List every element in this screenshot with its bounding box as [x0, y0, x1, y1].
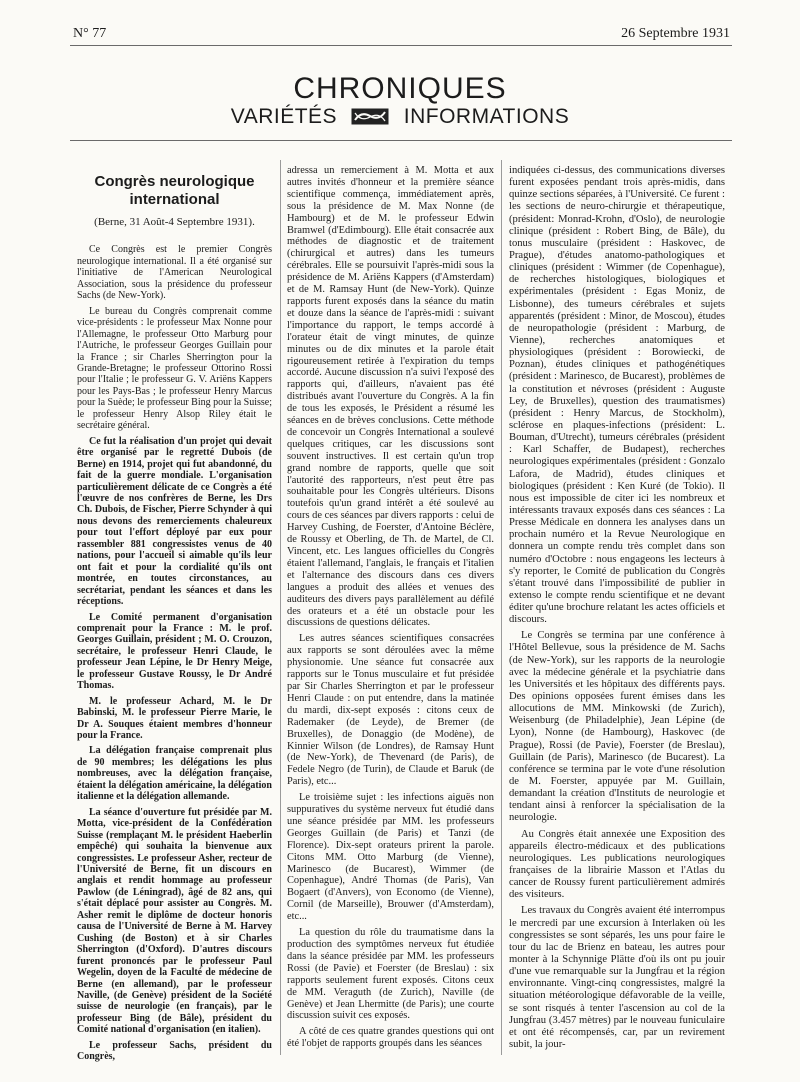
paragraph: Le Congrès se termina par une conférence à l'Hôtel Bellevue, sous la présidence de M. Sachs (de New-York), sur les rapports de la neurologie avec la médecine générale et la psychiatrie dans les Universités et les hôpitaux des différents pays. Des opinions opposées furent émises dans les allocutions de MM. Minkowski (de Zurich), Weisenburg (de Philadelphie), Jean Lépine (de Lyon), Nonne (de Hambourg), Haskovec (de Prague), Rossi (de Pavie), Foerster (de Breslau), Guillain (de Paris), Marinesco (de Bucarest). La conférence se termina par le vote d'une résolution de M. Foerster, appuyée par M. Guillain, demandant la création d'Instituts de neurologie et tendant ainsi à renforcer la spécialisation de la neurologie.	[509, 630, 725, 824]
top-rule	[70, 45, 732, 46]
column-2	[287, 165, 494, 1054]
paragraph: Le troisième sujet : les infections aiguës non suppuratives du système nerveux fut étudié dans une séance présidée par MM. les professeurs Georges Guillain (de Paris) et Tanzi (de Florence). Dix-sept orateurs prirent la parole. Citons MM. Otto Marburg (de Vienne), Marinesco (de Bucarest), Wimmer (de Copenhague), André Thomas (de Paris), Van Bogaert (d'Anvers), von Economo (de Vienne), Cornil (de Marseille), Brouwer (d'Amsterdam), etc...	[287, 792, 494, 923]
paragraph: adressa un remerciement à M. Motta et aux autres invités d'honneur et la première séance scientifique commença, immédiatement après, sous la présidence de M. Max Nonne (de Hambourg) et de M. le professeur Edwin Bramwel (d'Edimbourg). Elle était consacrée aux méthodes de diagnostic et de traitement (chirurgical et autres) dans les tumeurs cérébrales. Elle se poursuivit l'après-midi sous la présidence de M. Ariëns Kappers (d'Amsterdam) et de M. Ramsay Hunt (de New-York). Quinze rapports furent exposés dans la séance du matin et douze dans la séance de l'après-midi : suivant l'importance du rapport, le temps accordé à l'orateur était de vingt minutes, de quinze minutes ou de dix minutes et la parole était rigoureusement retirée à l'expiration du temps accordé. Aucune discussion n'a suivi l'exposé des rapports qui, d'ailleurs, n'avaient pas été distribués avant l'ouverture du Congrès. A la fin de tous les exposés, le Président a résumé les séances en de brèves conclusions. Cette méthode de concevoir un Congrès International a soulevé quelques critiques, car les discussions sont souvent instructives. Il est certain qu'un trop grand nombre de rapports, quelle que soit l'autorité des rapporteurs, n'est peut être pas souhaitable pour les Congrès ultérieurs. Disons toutefois qu'un grand intérêt a été soulevé au cours de ces séances par divers rapports : celui de Harvey Cushing, de Foerster, d'Antoine Béclère, de Roussy et Oberling, de Th. de Martel, de Cl. Vincent, etc. Les langues officielles du Congrès étaient l'allemand, l'anglais, le français et l'italien et l'alternance des discours dans ces divers langues a produit des allées et venues des auditeurs des divers pays parallèlement au défilé des orateurs et a été un obstacle pour les discussions de questions délicates.	[287, 165, 494, 629]
paragraph: indiquées ci-dessus, des communications diverses furent exposées pendant trois après-midis, dans quinze sections séparées, à l'Université. Ce furent : les sections de neuro-chirurgie et thérapeutique, (président: Monrad-Krohn, d'Oslo), de neurologie clinique (président : Robert Bing, de Bâle), du tonus musculaire (président : Haskovec, de Prague), d'études anatomo-pathologiques et cliniques (président : Wimmer (de Copenhague), de recherches histologiques, biologiques et expérimentales (président : Egas Moniz, de Lisbonne), des tumeurs cérébrales et sujets apparentés (président : Minor, de Moscou), études de neuropathologie (président : Marburg, de Vienne), recherches anatomiques et physiologiques (président : Borowiecki, de Poznan), études cliniques et pathogénétiques (président : Marinesco, de Bucarest), problèmes de la constitution et névroses (président : Auguste Ley, de Bruxelles), question des traumatismes) (président : Henry Marcus, de Stockholm), sclérose en plaques-infections (président: L. Bouman, d'Utrecht), tumeurs cérébrales (président : Karl Schaffer, de Budapest), recherches neurologiques expérimentales (président : Gonzalo Lafora, de Madrid), études cliniques et biologiques (président : Ken Kuré (de Tokio). Il nous est impossible de citer ici les nombreux et intéressants travaux exposés dans ces séances : La Presse Médicale en donnera les analyses dans un prochain numéro et la Revue Neurologique en donnera un compte rendu très complet dans son numéro d'Octobre : nous engageons les lecteurs à s'y reporter, le Comité de publication du Congrès s'étant trouvé dans l'impossibilité de publier in extenso le compte rendu scientifique et ne devant éditer qu'une brochure relatant les actes officiels et discours.	[509, 165, 725, 626]
paragraph: La séance d'ouverture fut présidée par M. Motta, vice-président de la Confédération Suisse (remplaçant M. le président Haeberlin empêché) qui souhaita la bienvenue aux congressistes. Le professeur Asher, recteur de l'Université de Berne, fit un discours en anglais et rendit hommage au professeur Pawlow (de Léningrad), âgé de 82 ans, qui s'était déplacé pour assister au Congrès. M. Asher remit le diplôme de docteur honoris causa de l'Université de Berne à M. Harvey Cushing (de Boston) et à sir Charles Sherrington (d'Oxford). D'autres discours furent prononcés par le professeur Paul Wegelin, doyen de la Faculté de médecine de Berne (en allemand), par le professeur Naville, (de Genève) président de la Société suisse de neurologie (en français), par le professeur Bing (de Bâle), président du Comité national d'organisation (en italien).	[77, 806, 272, 1036]
article-title-line-2: international	[129, 191, 220, 208]
paragraph: A côté de ces quatre grandes questions qui ont été l'objet de rapports groupés dans les séances	[287, 1026, 494, 1050]
paragraph: Ce fut la réalisation d'un projet qui devait être organisé par le regretté Dubois (de Berne) en 1914, projet qui fut abandonné, du fait de la guerre mondiale. L'organisation particulièrement délicate de ce Congrès a été l'œuvre de nos confrères de Berne, les Drs Ch. Dubois, de Fischer, Pierre Schynder à qui nous devons des remerciements chaleureux pour tout l'effort déployé par eux pour rassembler 881 congressistes venus de 40 nations, pour l'accueil si aimable qu'ils leur ont fait et pour la cordialité qu'ils ont montrée, en toutes circonstances, au secrétariat, pendant les séances et dans les réceptions.	[77, 435, 272, 608]
page-number: N° 77	[73, 26, 107, 41]
paragraph: Le bureau du Congrès comprenait comme vice-présidents : le professeur Max Nonne pour l'Allemagne, le professeur Otto Marburg pour l'Autriche, le professeur Georges Guillain pour la France ; sir Charles Sherrington pour la Grande-Bretagne; le professeur Ottorino Rossi pour l'Italie ; le professeur G. V. Ariëns Kappers pour les Pays-Bas ; le professeur Henry Marcus pour la Suède; le professeur Bing pour la Suisse; le professeur Henry Alsop Riley était le secrétaire général.	[77, 305, 272, 432]
article-title-line-1: Congrès neurologique	[94, 173, 255, 190]
section-subtitle	[0, 105, 800, 129]
paragraph: M. le professeur Achard, M. le Dr Babinski, M. le professeur Pierre Marie, le Dr A. Souques étaient membres d'honneur pour la France.	[77, 695, 272, 742]
article-dates: (Berne, 31 Août-4 Septembre 1931).	[94, 216, 255, 228]
column-3	[509, 165, 725, 1055]
paragraph: Le Comité permanent d'organisation comprenait pour la France : M. le prof. Georges Guillain, président ; M. O. Crouzon, secrétaire, le professeur Henri Claude, le professeur Jean Lépine, le Dr Henry Meige, le professeur Gustave Roussy, le Dr André Thomas.	[77, 611, 272, 692]
subtitle-right: INFORMATIONS	[403, 105, 570, 128]
section-title: CHRONIQUES	[293, 72, 507, 105]
paragraph: La délégation française comprenait plus de 90 membres; les délégations les plus nombreuses, avec la délégation française, étaient la délégation américaine, la délégation italienne et la délégation allemande.	[77, 745, 272, 803]
column-divider-2	[501, 160, 502, 1055]
page-date: 26 Septembre 1931	[621, 26, 730, 41]
paragraph: Au Congrès était annexée une Exposition des appareils électro-médicaux et des publications neurologiques. Les publications neurologiques françaises de la librairie Masson et l'Atlas du cancer de Roussy furent particulièrement admirés des visiteurs.	[509, 828, 725, 901]
article-title	[77, 173, 272, 209]
paragraph: La question du rôle du traumatisme dans la production des symptômes nerveux fut étudiée dans la séance présidée par MM. les professeurs Rossi (de Pavie) et Foerster (de Breslau) : six rapports seulement furent exposés. Citons ceux de MM. Veraguth (de Zurich), Naville (de Genève) et Jean Lhermitte (de Paris); une courte discussion suivit ces exposés.	[287, 927, 494, 1022]
subtitle-left: VARIÉTÉS	[230, 105, 338, 128]
column-divider-1	[280, 160, 281, 1055]
paragraph: Le professeur Sachs, président du Congrès,	[77, 1039, 272, 1063]
header-rule	[70, 140, 732, 141]
paragraph: Les autres séances scientifiques consacrées aux rapports se sont déroulées avec la même physionomie. Une séance fut consacrée aux rapports sur le Tonus musculaire et fut présidée par Sir Charles Sherrington et par le professeur Henri Claude : on put entendre, dans la matinée du mardi, dix-sept exposés : citons ceux de Rademaker (de Leyde), de Bremer (de Bruxelles), de Donaggio (de Modène), de Kinnier Wilson (de Londres), de Ramsay Hunt (de New-York), de Thevenard (de Paris), de Fedele Negro (de Turin), de Claude et Baruk (de Paris), etc...	[287, 633, 494, 788]
paragraph: Les travaux du Congrès avaient été interrompus le mercredi par une excursion à Interlaken où les congressistes se sont séparés, les uns pour faire le tour du lac de Brienz en bateau, les autres pour monter à la Schynnige Plätte d'où ils ont pu jouir d'une vue remarquable sur la Jungfrau et la région environnante. Vingt-cinq congressistes, malgré la situation météorologique défavorable de la veille, se sont risqués à tenter l'ascension au col de la Jungfrau (3.457 mètres) par le nouveau funiculaire et ont été récompensés, car, par un revirement subit, la jour-	[509, 905, 725, 1050]
column-1	[77, 155, 272, 1067]
paragraph: Ce Congrès est le premier Congrès neurologique international. Il a été organisé sur l'initiative de l'American Neurological Association, sous la présidence du professeur Sachs (de New-York).	[77, 244, 272, 302]
ornament-icon	[351, 108, 389, 125]
